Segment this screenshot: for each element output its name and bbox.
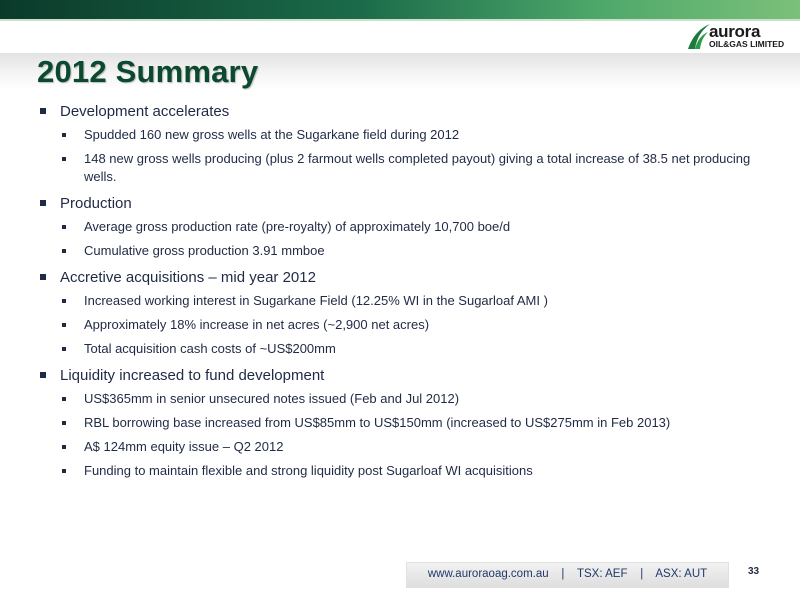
list-item bbox=[40, 218, 780, 236]
section-heading-text: Accretive acquisitions – mid year 2012 bbox=[60, 269, 316, 286]
small-square-bullet-icon bbox=[62, 445, 66, 449]
small-square-bullet-icon bbox=[62, 397, 66, 401]
small-square-bullet-icon bbox=[62, 323, 66, 327]
list-item-text: A$ 124mm equity issue – Q2 2012 bbox=[84, 439, 284, 454]
logo-subtitle: OIL&GAS LIMITED bbox=[709, 39, 785, 49]
summary-content bbox=[40, 100, 780, 486]
list-item-text: Spudded 160 new gross wells at the Sugarkane field during 2012 bbox=[84, 127, 460, 142]
list-item bbox=[40, 390, 780, 408]
small-square-bullet-icon bbox=[62, 299, 66, 303]
list-item-text: Average gross production rate (pre-royalty) of approximately 10,700 boe/d bbox=[84, 219, 511, 234]
small-square-bullet-icon bbox=[62, 225, 66, 229]
section-heading-text: Production bbox=[60, 195, 132, 212]
square-bullet-icon bbox=[40, 274, 46, 280]
square-bullet-icon bbox=[40, 200, 46, 206]
company-logo bbox=[686, 22, 796, 52]
section-heading bbox=[40, 268, 780, 288]
small-square-bullet-icon bbox=[62, 347, 66, 351]
square-bullet-icon bbox=[40, 108, 46, 114]
small-square-bullet-icon bbox=[62, 421, 66, 425]
list-item bbox=[40, 126, 780, 144]
list-item bbox=[40, 414, 780, 432]
section-heading-text: Liquidity increased to fund development bbox=[60, 367, 325, 384]
list-item bbox=[40, 150, 780, 186]
list-item-text: Funding to maintain flexible and strong liquidity post Sugarloaf WI acquisitions bbox=[84, 463, 533, 478]
list-item-text: US$365mm in senior unsecured notes issued (Feb and Jul 2012) bbox=[84, 391, 460, 406]
section-heading-text: Development accelerates bbox=[60, 103, 230, 120]
list-item-text: RBL borrowing base increased from US$85mm to US$150mm (increased to US$275mm in Feb 2013) bbox=[84, 415, 671, 430]
section-heading bbox=[40, 102, 780, 122]
section-heading bbox=[40, 194, 780, 214]
square-bullet-icon bbox=[40, 372, 46, 378]
list-item bbox=[40, 438, 780, 456]
small-square-bullet-icon bbox=[62, 469, 66, 473]
list-item bbox=[40, 340, 780, 358]
list-item-text: Total acquisition cash costs of ~US$200mm bbox=[84, 341, 336, 356]
header-bar bbox=[0, 0, 800, 19]
small-square-bullet-icon bbox=[62, 249, 66, 253]
list-item-text: 148 new gross wells producing (plus 2 farmout wells completed payout) giving a total increase of 38.5 net producing wells. bbox=[84, 151, 751, 184]
footer-bar bbox=[406, 562, 729, 588]
list-item bbox=[40, 292, 780, 310]
list-item bbox=[40, 316, 780, 334]
header-bar-accent bbox=[0, 19, 800, 21]
small-square-bullet-icon bbox=[62, 133, 66, 137]
list-item-text: Cumulative gross production 3.91 mmboe bbox=[84, 243, 325, 258]
list-item-text: Increased working interest in Sugarkane Field (12.25% WI in the Sugarloaf AMI ) bbox=[84, 293, 548, 308]
logo-wordmark: aurora bbox=[709, 22, 761, 41]
list-item bbox=[40, 242, 780, 260]
list-item bbox=[40, 462, 780, 480]
section-heading bbox=[40, 366, 780, 386]
list-item-text: Approximately 18% increase in net acres (~2,900 net acres) bbox=[84, 317, 430, 332]
small-square-bullet-icon bbox=[62, 157, 66, 161]
page-title: 2012 Summary bbox=[37, 54, 259, 89]
footer-contact-text: www.auroraoag.com.au | TSX: AEF | ASX: AUT bbox=[427, 568, 708, 580]
page-number: 33 bbox=[748, 566, 760, 577]
